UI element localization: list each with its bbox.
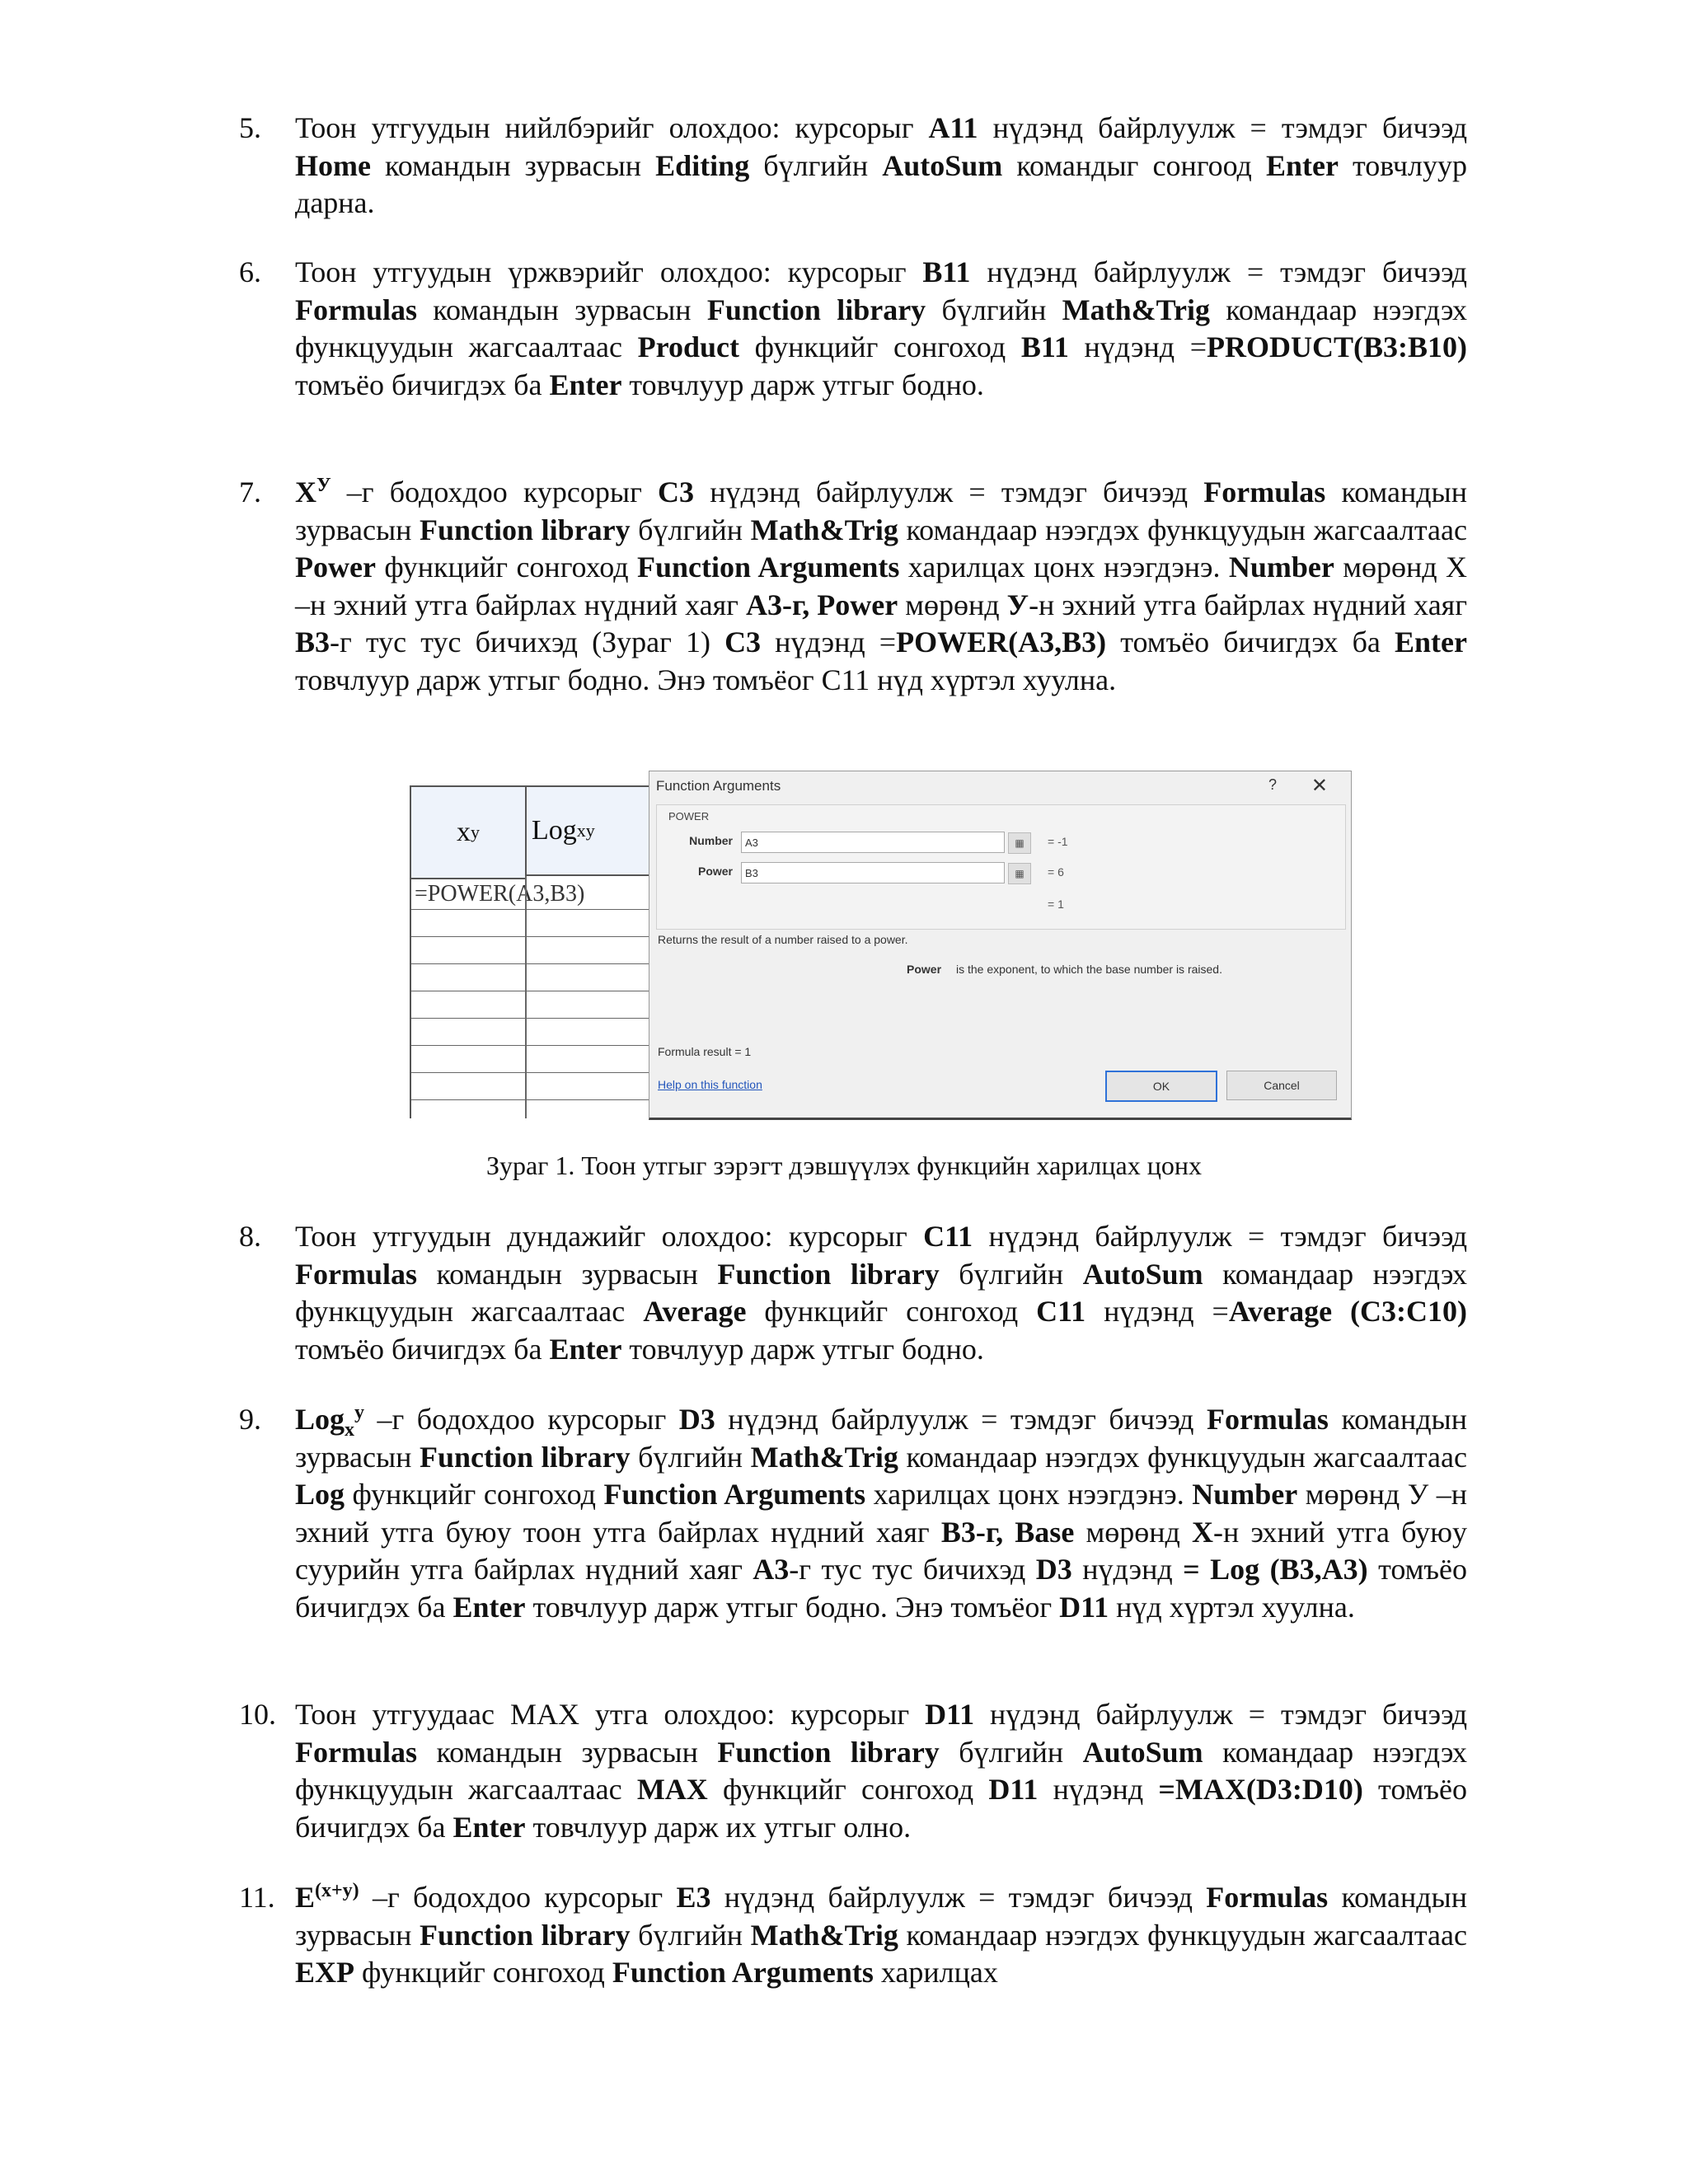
number-label: Number xyxy=(689,834,733,847)
formula-result: Formula result = 1 xyxy=(658,1045,752,1058)
list-item-10 xyxy=(239,1696,1467,1846)
arguments-group xyxy=(656,804,1346,930)
sheet-row xyxy=(411,1045,650,1046)
list-number: 11. xyxy=(239,1881,275,1914)
list-text: $X^У$ –г бодохдоо курсорыг C3 нүдэнд байрлуулж = тэмдэг бичээд Formulas командын зурвасын Function library бүлгийн Math&Trig командаар нээгдэх функцуудын жагсаалтаас Power функцийг сонгоход Function Arguments харилцах цонх нээгдэнэ. Number мөрөнд X –н эхний утга байрлах нүдний хаяг A3-г, Power мөрөнд У-н эхний утга байрлах нүдний хаяг B3-г тус тус бичихэд (Зураг 1) C3 нүдэнд =POWER(A3,B3) томъёо бичигдэх ба Enter товчлуур дарж утгыг бодно. Энэ томъёог C11 нүд хүртэл хуулна. xyxy=(295,475,1467,696)
function-arguments-dialog xyxy=(649,771,1352,1120)
total-result: = 1 xyxy=(1048,898,1064,911)
figure-caption: Зураг 1. Тоон утгыг зэрэгт дэвшүүлэх функцийн харилцах цонх xyxy=(486,1151,1202,1180)
sheet-row xyxy=(411,963,650,964)
list-item-9 xyxy=(239,1401,1467,1626)
power-result: = 6 xyxy=(1048,865,1064,879)
sheet-row xyxy=(411,909,650,910)
collapse-dialog-icon[interactable]: ▦ xyxy=(1008,832,1031,854)
number-input[interactable]: A3 xyxy=(741,832,1005,853)
power-input[interactable]: B3 xyxy=(741,862,1005,883)
list-text: Log$_x^y$ –г бодохдоо курсорыг D3 нүдэнд байрлуулж = тэмдэг бичээд Formulas командын зурвасын Function library бүлгийн Math&Trig командаар нээгдэх функцуудын жагсаалтаас Log функцийг сонгоход Function Arguments харилцах цонх нээгдэнэ. Number мөрөнд У –н эхний утга буюу тоон утга байрлах нүдний хаяг B3-г, Base мөрөнд X-н эхний утга буюу суурийн утга байрлах нүдний хаяг A3-г тус тус бичихэд D3 нүдэнд = Log (B3,A3) томъёо бичигдэх ба Enter товчлуур дарж утгыг бодно. Энэ томъёог D11 нүд хүртэл хуулна. xyxy=(295,1402,1468,1624)
function-description: Returns the result of a number raised to a power. xyxy=(658,933,908,946)
list-text: Тоон утгуудын дундажийг олохдоо: курсорыг C11 нүдэнд байрлуулж = тэмдэг бичээд Formulas командын зурвасын Function library бүлгийн AutoSum командаар нээгдэх функцуудын жагсаалтаас Average функцийг сонгоход C11 нүдэнд =Average (C3:C10) томъёо бичигдэх ба Enter товчлуур дарж утгыг бодно. xyxy=(295,1220,1468,1366)
list-number: 10. xyxy=(239,1698,276,1731)
list-item-8 xyxy=(239,1218,1467,1368)
close-icon[interactable]: ✕ xyxy=(1311,775,1328,797)
help-icon[interactable]: ? xyxy=(1268,776,1277,793)
sheet-row xyxy=(411,936,650,937)
list-item-6 xyxy=(239,254,1467,404)
sheet-row xyxy=(411,1018,650,1019)
list-number: 9. xyxy=(239,1403,261,1436)
list-item-7 xyxy=(239,474,1467,699)
list-text: $E^{(x+y)}$ –г бодохдоо курсорыг E3 нүдэнд байрлуулж = тэмдэг бичээд Formulas командын зурвасын Function library бүлгийн Math&Trig командаар нээгдэх функцуудын жагсаалтаас EXP функцийг сонгоход Function Arguments харилцах xyxy=(295,1880,1467,1989)
number-result: = -1 xyxy=(1048,835,1068,848)
cell-formula[interactable]: =POWER(A3,B3) xyxy=(415,881,585,907)
function-name: POWER xyxy=(668,810,710,823)
figure-1 xyxy=(410,771,1350,1118)
column-header-xy: x y xyxy=(411,785,527,879)
column-header-logxy: Log x y xyxy=(527,785,650,876)
list-text: Тоон утгуудаас MAX утга олохдоо: курсорыг D11 нүдэнд байрлуулж = тэмдэг бичээд Formulas командын зурвасын Function library бүлгийн AutoSum командаар нээгдэх функцуудын жагсаалтаас MAX функцийг сонгоход D11 нүдэнд =MAX(D3:D10) томъёо бичигдэх ба Enter товчлуур дарж их утгыг олно. xyxy=(295,1698,1468,1844)
param-name: Power xyxy=(907,963,942,976)
list-text: Тоон утгуудын үржвэрийг олохдоо: курсорыг B11 нүдэнд байрлуулж = тэмдэг бичээд Formulas командын зурвасын Function library бүлгийн Math&Trig командаар нээгдэх функцуудын жагсаалтаас Product функцийг сонгоход B11 нүдэнд =PRODUCT(B3:B10) томъёо бичигдэх ба Enter товчлуур дарж утгыг бодно. xyxy=(295,255,1467,401)
help-link[interactable]: Help on this function xyxy=(658,1078,762,1091)
list-number: 8. xyxy=(239,1220,261,1253)
column-divider xyxy=(525,876,527,1118)
sheet-row xyxy=(411,1072,650,1073)
list-number: 6. xyxy=(239,255,261,288)
list-number: 5. xyxy=(239,111,261,144)
cancel-button[interactable]: Cancel xyxy=(1226,1071,1337,1100)
spreadsheet-fragment xyxy=(410,785,650,1118)
power-label: Power xyxy=(697,865,733,878)
dialog-title: Function Arguments xyxy=(656,778,781,794)
list-item-11 xyxy=(239,1879,1467,1992)
ok-button[interactable]: OK xyxy=(1105,1071,1217,1102)
list-number: 7. xyxy=(239,476,261,509)
list-text: Тоон утгуудын нийлбэрийг олохдоо: курсорыг A11 нүдэнд байрлуулж = тэмдэг бичээд Home командын зурвасын Editing бүлгийн AutoSum командыг сонгоод Enter товчлуур дарна. xyxy=(295,111,1468,219)
sheet-row xyxy=(411,1099,650,1100)
collapse-dialog-icon[interactable]: ▦ xyxy=(1008,863,1031,884)
list-item-5 xyxy=(239,110,1467,223)
param-description: is the exponent, to which the base number is raised. xyxy=(956,963,1222,976)
